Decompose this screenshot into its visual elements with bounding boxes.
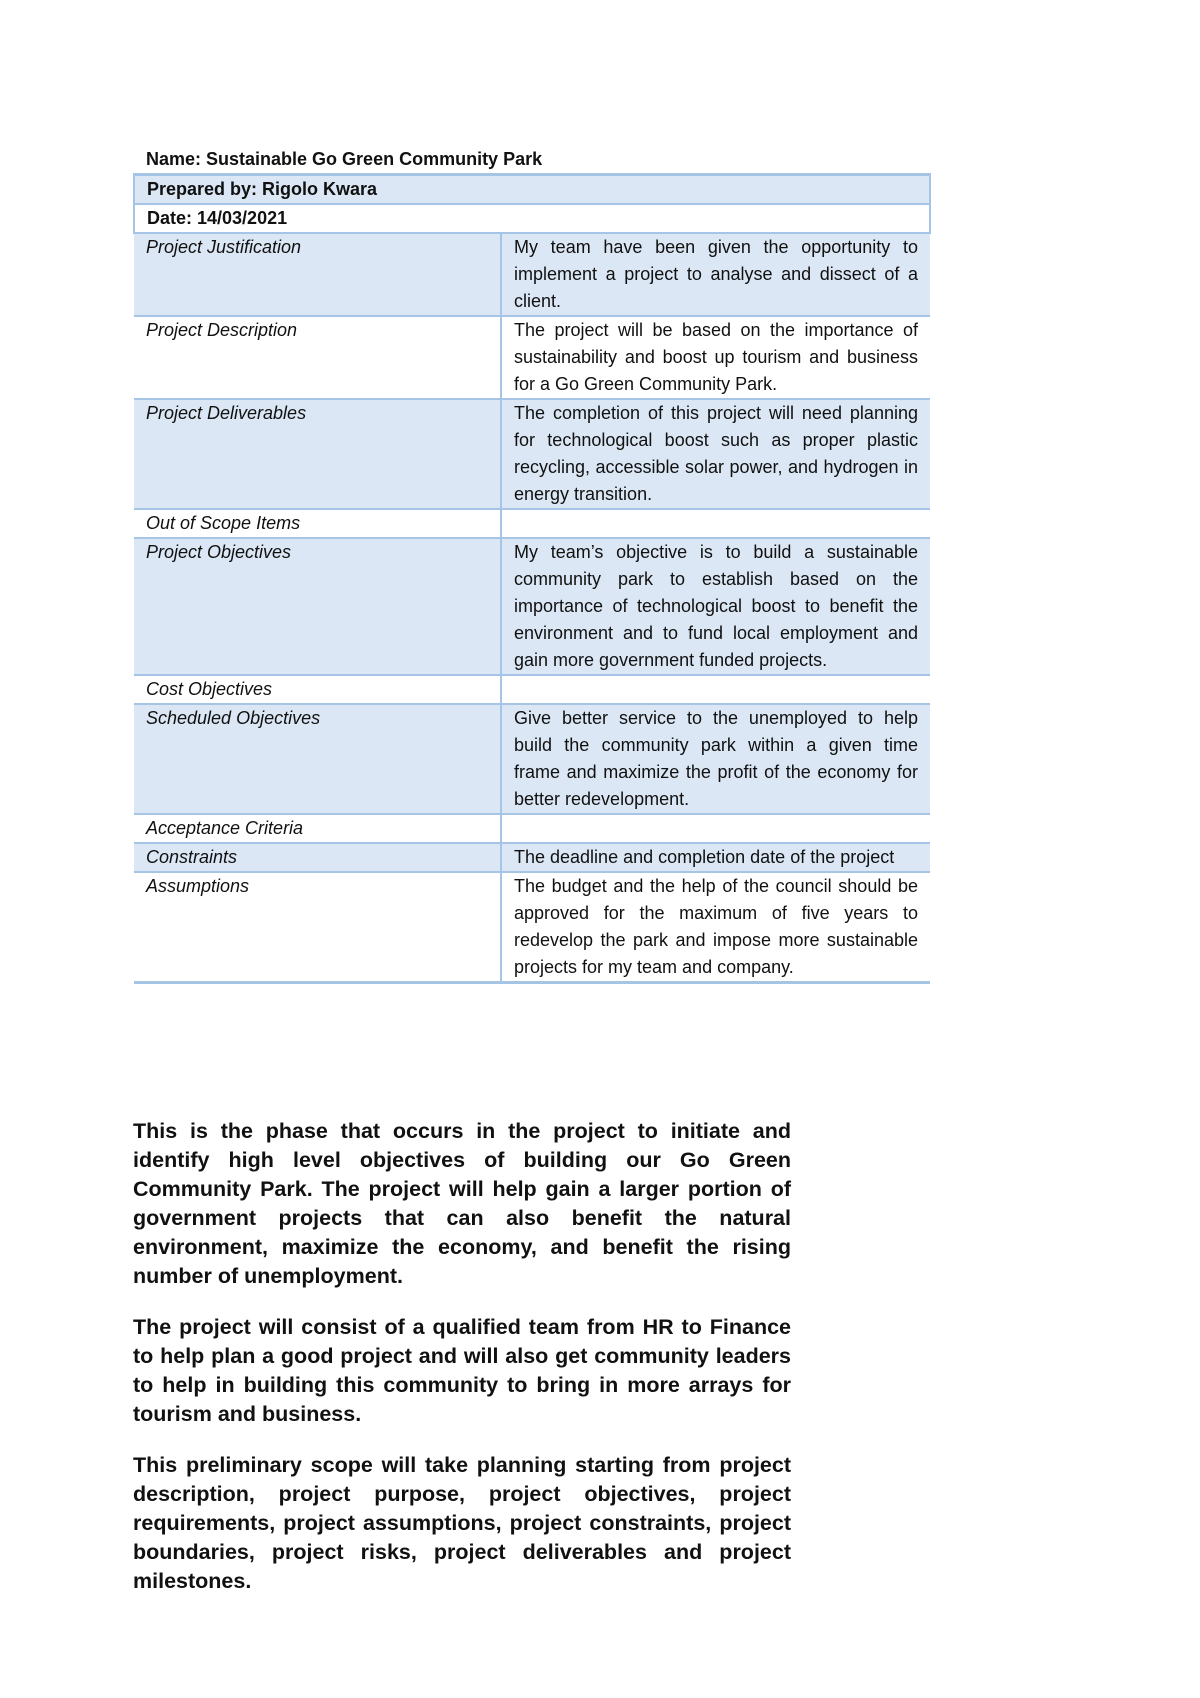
table-row [134, 509, 930, 538]
row-value [501, 814, 930, 843]
row-value: The deadline and completion date of the project [501, 843, 930, 872]
row-value: My team have been given the opportunity to implement a project to analyse and dissect of a client. [501, 233, 930, 316]
paragraph: The project will consist of a qualified team from HR to Finance to help plan a good project and will also get community leaders to help in building this community to bring in more arrays for tourism and business. [133, 1315, 791, 1426]
paragraph: This is the phase that occurs in the project to initiate and identify high level objectives of building our Go Green Community Park. The project will help gain a larger portion of government projects that can also benefit the natural environment, maximize the economy, and benefit the rising number of unemployment. [133, 1119, 791, 1288]
row-value: The completion of this project will need planning for technological boost such as proper plastic recycling, accessible solar power, and hydrogen in energy transition. [501, 399, 930, 509]
row-value [501, 509, 930, 538]
row-label: Acceptance Criteria [134, 814, 501, 843]
row-label: Assumptions [134, 872, 501, 983]
table-row [134, 233, 930, 316]
table-row-date [134, 204, 930, 233]
project-scope-table [133, 145, 931, 984]
row-label: Project Deliverables [134, 399, 501, 509]
table-row [134, 704, 930, 814]
paragraph: This preliminary scope will take planning starting from project description, project purpose, project objectives, project requirements, project assumptions, project constraints, project boundaries, project risks, project deliverables and project milestones. [133, 1453, 791, 1593]
row-label: Constraints [134, 843, 501, 872]
row-label: Cost Objectives [134, 675, 501, 704]
table-row [134, 872, 930, 983]
row-value [501, 675, 930, 704]
row-label: Scheduled Objectives [134, 704, 501, 814]
row-label: Project Justification [134, 233, 501, 316]
table-row [134, 843, 930, 872]
table-row [134, 675, 930, 704]
table-row-prepared-by [134, 175, 930, 205]
row-value: My team’s objective is to build a sustainable community park to establish based on the importance of technological boost to benefit the environment and to fund local employment and gain more government funded projects. [501, 538, 930, 675]
row-value: Give better service to the unemployed to help build the community park within a given time frame and maximize the profit of the economy for better redevelopment. [501, 704, 930, 814]
date: Date: 14/03/2021 [134, 204, 930, 233]
table-row [134, 316, 930, 399]
row-value: The project will be based on the importance of sustainability and boost up tourism and business for a Go Green Community Park. [501, 316, 930, 399]
table-row [134, 814, 930, 843]
table-row [134, 538, 930, 675]
prepared-by: Prepared by: Rigolo Kwara [134, 175, 930, 205]
row-label: Project Objectives [134, 538, 501, 675]
project-name: Name: Sustainable Go Green Community Park [134, 145, 930, 175]
table-row [134, 399, 930, 509]
table-row-name [134, 145, 930, 175]
body-text [133, 1117, 791, 1618]
row-value: The budget and the help of the council should be approved for the maximum of five years to redevelop the park and impose more sustainable projects for my team and company. [501, 872, 930, 983]
row-label: Out of Scope Items [134, 509, 501, 538]
row-label: Project Description [134, 316, 501, 399]
